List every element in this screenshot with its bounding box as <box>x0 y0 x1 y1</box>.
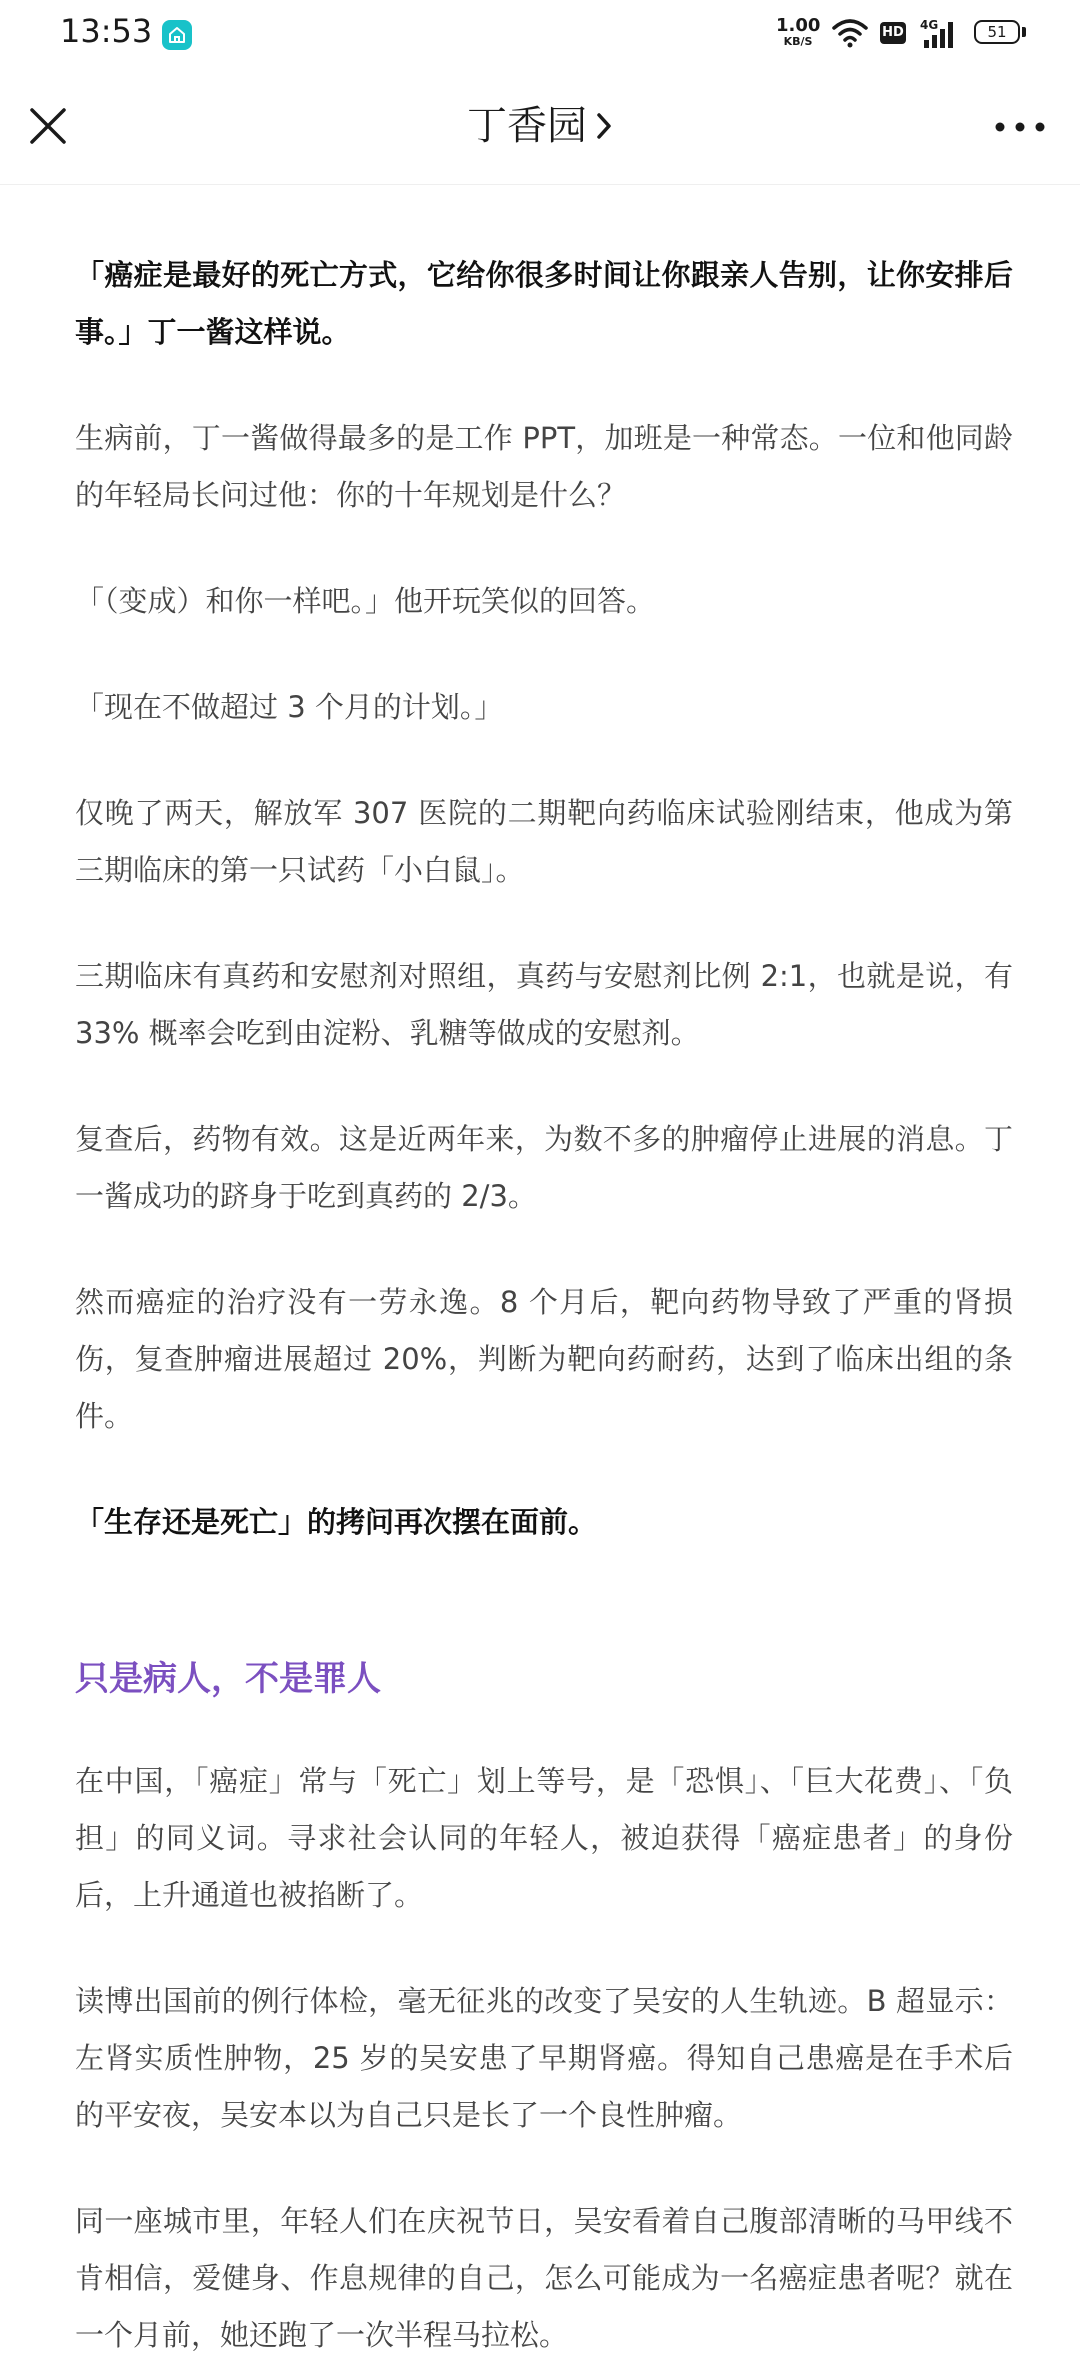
more-icon[interactable] <box>990 112 1050 142</box>
nav-bar <box>0 70 1080 185</box>
status-time: 13:53 <box>60 12 153 50</box>
wifi-icon <box>832 18 868 52</box>
network-speed-value: 1.00 <box>776 15 821 36</box>
article-paragraph: 复查后，药物有效。这是近两年来，为数不多的肿瘤停止进展的消息。丁一酱成功的跻身于吃到真药的 2/3。 <box>75 1122 1013 1213</box>
article-paragraph: 三期临床有真药和安慰剂对照组，真药与安慰剂比例 2:1，也就是说，有 33% 概率会吃到由淀粉、乳糖等做成的安慰剂。 <box>75 959 1013 1050</box>
network-speed <box>776 15 821 50</box>
network-type-label: 4G <box>920 18 939 32</box>
chevron-right-icon <box>595 96 613 160</box>
hd-icon: HD <box>880 22 906 44</box>
signal-icon <box>920 18 964 54</box>
home-icon <box>162 20 192 50</box>
battery-icon: 51 <box>974 20 1020 44</box>
emphasis-paragraph: 「生存还是死亡」的拷问再次摆在面前。 <box>75 1505 598 1539</box>
nav-title[interactable] <box>0 94 1080 160</box>
article-paragraph: 读博出国前的例行体检，毫无征兆的改变了吴安的人生轨迹。B 超显示：左肾实质性肿物，25 岁的吴安患了早期肾癌。得知自己患癌是在手术后的平安夜，吴安本以为自己只是长了一个良性肿瘤。 <box>75 1984 1013 2132</box>
nav-title-text: 丁香园 <box>467 103 587 149</box>
article-paragraph: 同一座城市里，年轻人们在庆祝节日，吴安看着自己腹部清晰的马甲线不肯相信，爱健身、作息规律的自己，怎么可能成为一名癌症患者呢？就在一个月前，她还跑了一次半程马拉松。 <box>75 2204 1013 2352</box>
article-paragraph: 「（变成）和你一样吧。」他开玩笑似的回答。 <box>75 584 656 618</box>
section-heading: 只是病人，不是罪人 <box>75 1659 381 1699</box>
network-speed-unit: KB/S <box>783 35 813 48</box>
quote-paragraph: 「癌症是最好的死亡方式，它给你很多时间让你跟亲人告别，让你安排后事。」丁一酱这样说。 <box>75 258 1013 349</box>
battery-cap <box>1022 27 1026 37</box>
status-bar <box>0 0 1080 70</box>
article-paragraph: 仅晚了两天，解放军 307 医院的二期靶向药临床试验刚结束，他成为第三期临床的第一只试药「小白鼠」。 <box>75 796 1013 887</box>
article-paragraph: 「现在不做超过 3 个月的计划。」 <box>75 690 504 724</box>
article-paragraph: 在中国，「癌症」常与「死亡」划上等号，是「恐惧」、「巨大花费」、「负担」的同义词。寻求社会认同的年轻人，被迫获得「癌症患者」的身份后，上升通道也被掐断了。 <box>75 1764 1013 1912</box>
article-body <box>75 184 1013 2364</box>
article-paragraph: 然而癌症的治疗没有一劳永逸。8 个月后，靶向药物导致了严重的肾损伤，复查肿瘤进展超过 20%，判断为靶向药耐药，达到了临床出组的条件。 <box>75 1285 1013 1433</box>
article-paragraph: 生病前，丁一酱做得最多的是工作 PPT，加班是一种常态。一位和他同龄的年轻局长问过他：你的十年规划是什么？ <box>75 421 1013 512</box>
